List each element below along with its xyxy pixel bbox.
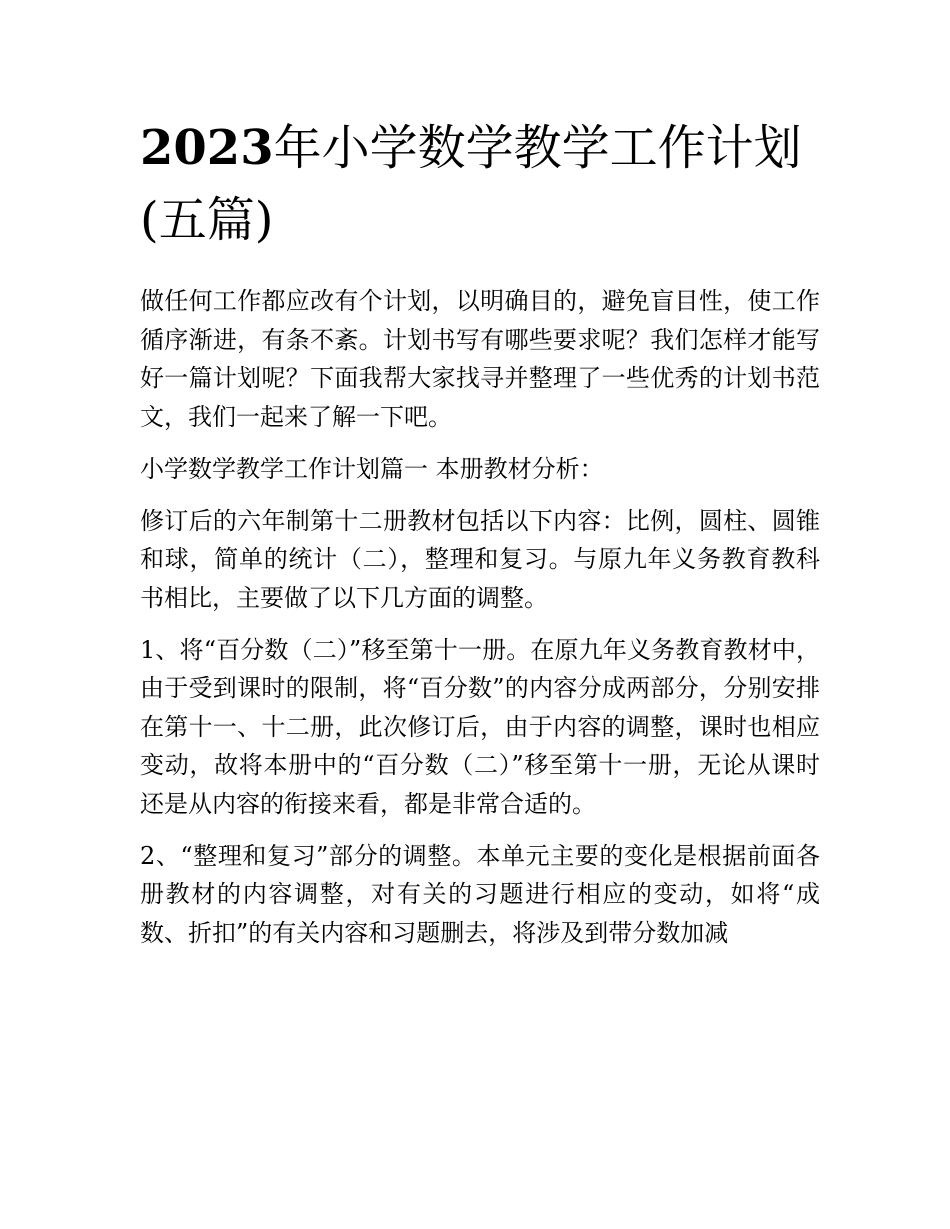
title-year: 2023 — [140, 120, 274, 176]
document-title — [140, 112, 840, 256]
body-paragraph: 2、“整理和复习”部分的调整。本单元主要的变化是根据前面各册教材的内容调整，对有关的习题进行相应的变动，如将“成数、折扣”的有关内容和习题删去，将涉及到带分数加减 — [140, 841, 820, 947]
body-paragraph: 修订后的六年制第十二册教材包括以下内容：比例，圆柱、圆锥和球，简单的统计（二），整理和复习。与原九年义务教育教科书相比，主要做了以下几方面的调整。 — [140, 506, 820, 612]
section-heading: 小学数学教学工作计划篇一 本册教材分析： — [140, 454, 604, 483]
title-text: 年小学数学教学工作计划(五篇) — [140, 120, 802, 248]
document-body — [140, 282, 820, 966]
intro-paragraph: 做任何工作都应改有个计划，以明确目的，避免盲目性，使工作循序渐进，有条不紊。计划书写有哪些要求呢？我们怎样才能写好一篇计划呢？下面我帮大家找寻并整理了一些优秀的计划书范文，我们一起来了解一下吧。 — [140, 287, 820, 431]
body-paragraph: 1、将“百分数（二）”移至第十一册。在原九年义务教育教材中，由于受到课时的限制，将“百分数”的内容分成两部分，分别安排在第十一、十二册，此次修订后，由于内容的调整，课时也相应变动，故将本册中的“百分数（二）”移至第十一册，无论从课时还是从内容的衔接来看，都是非常合适的。 — [140, 635, 820, 818]
